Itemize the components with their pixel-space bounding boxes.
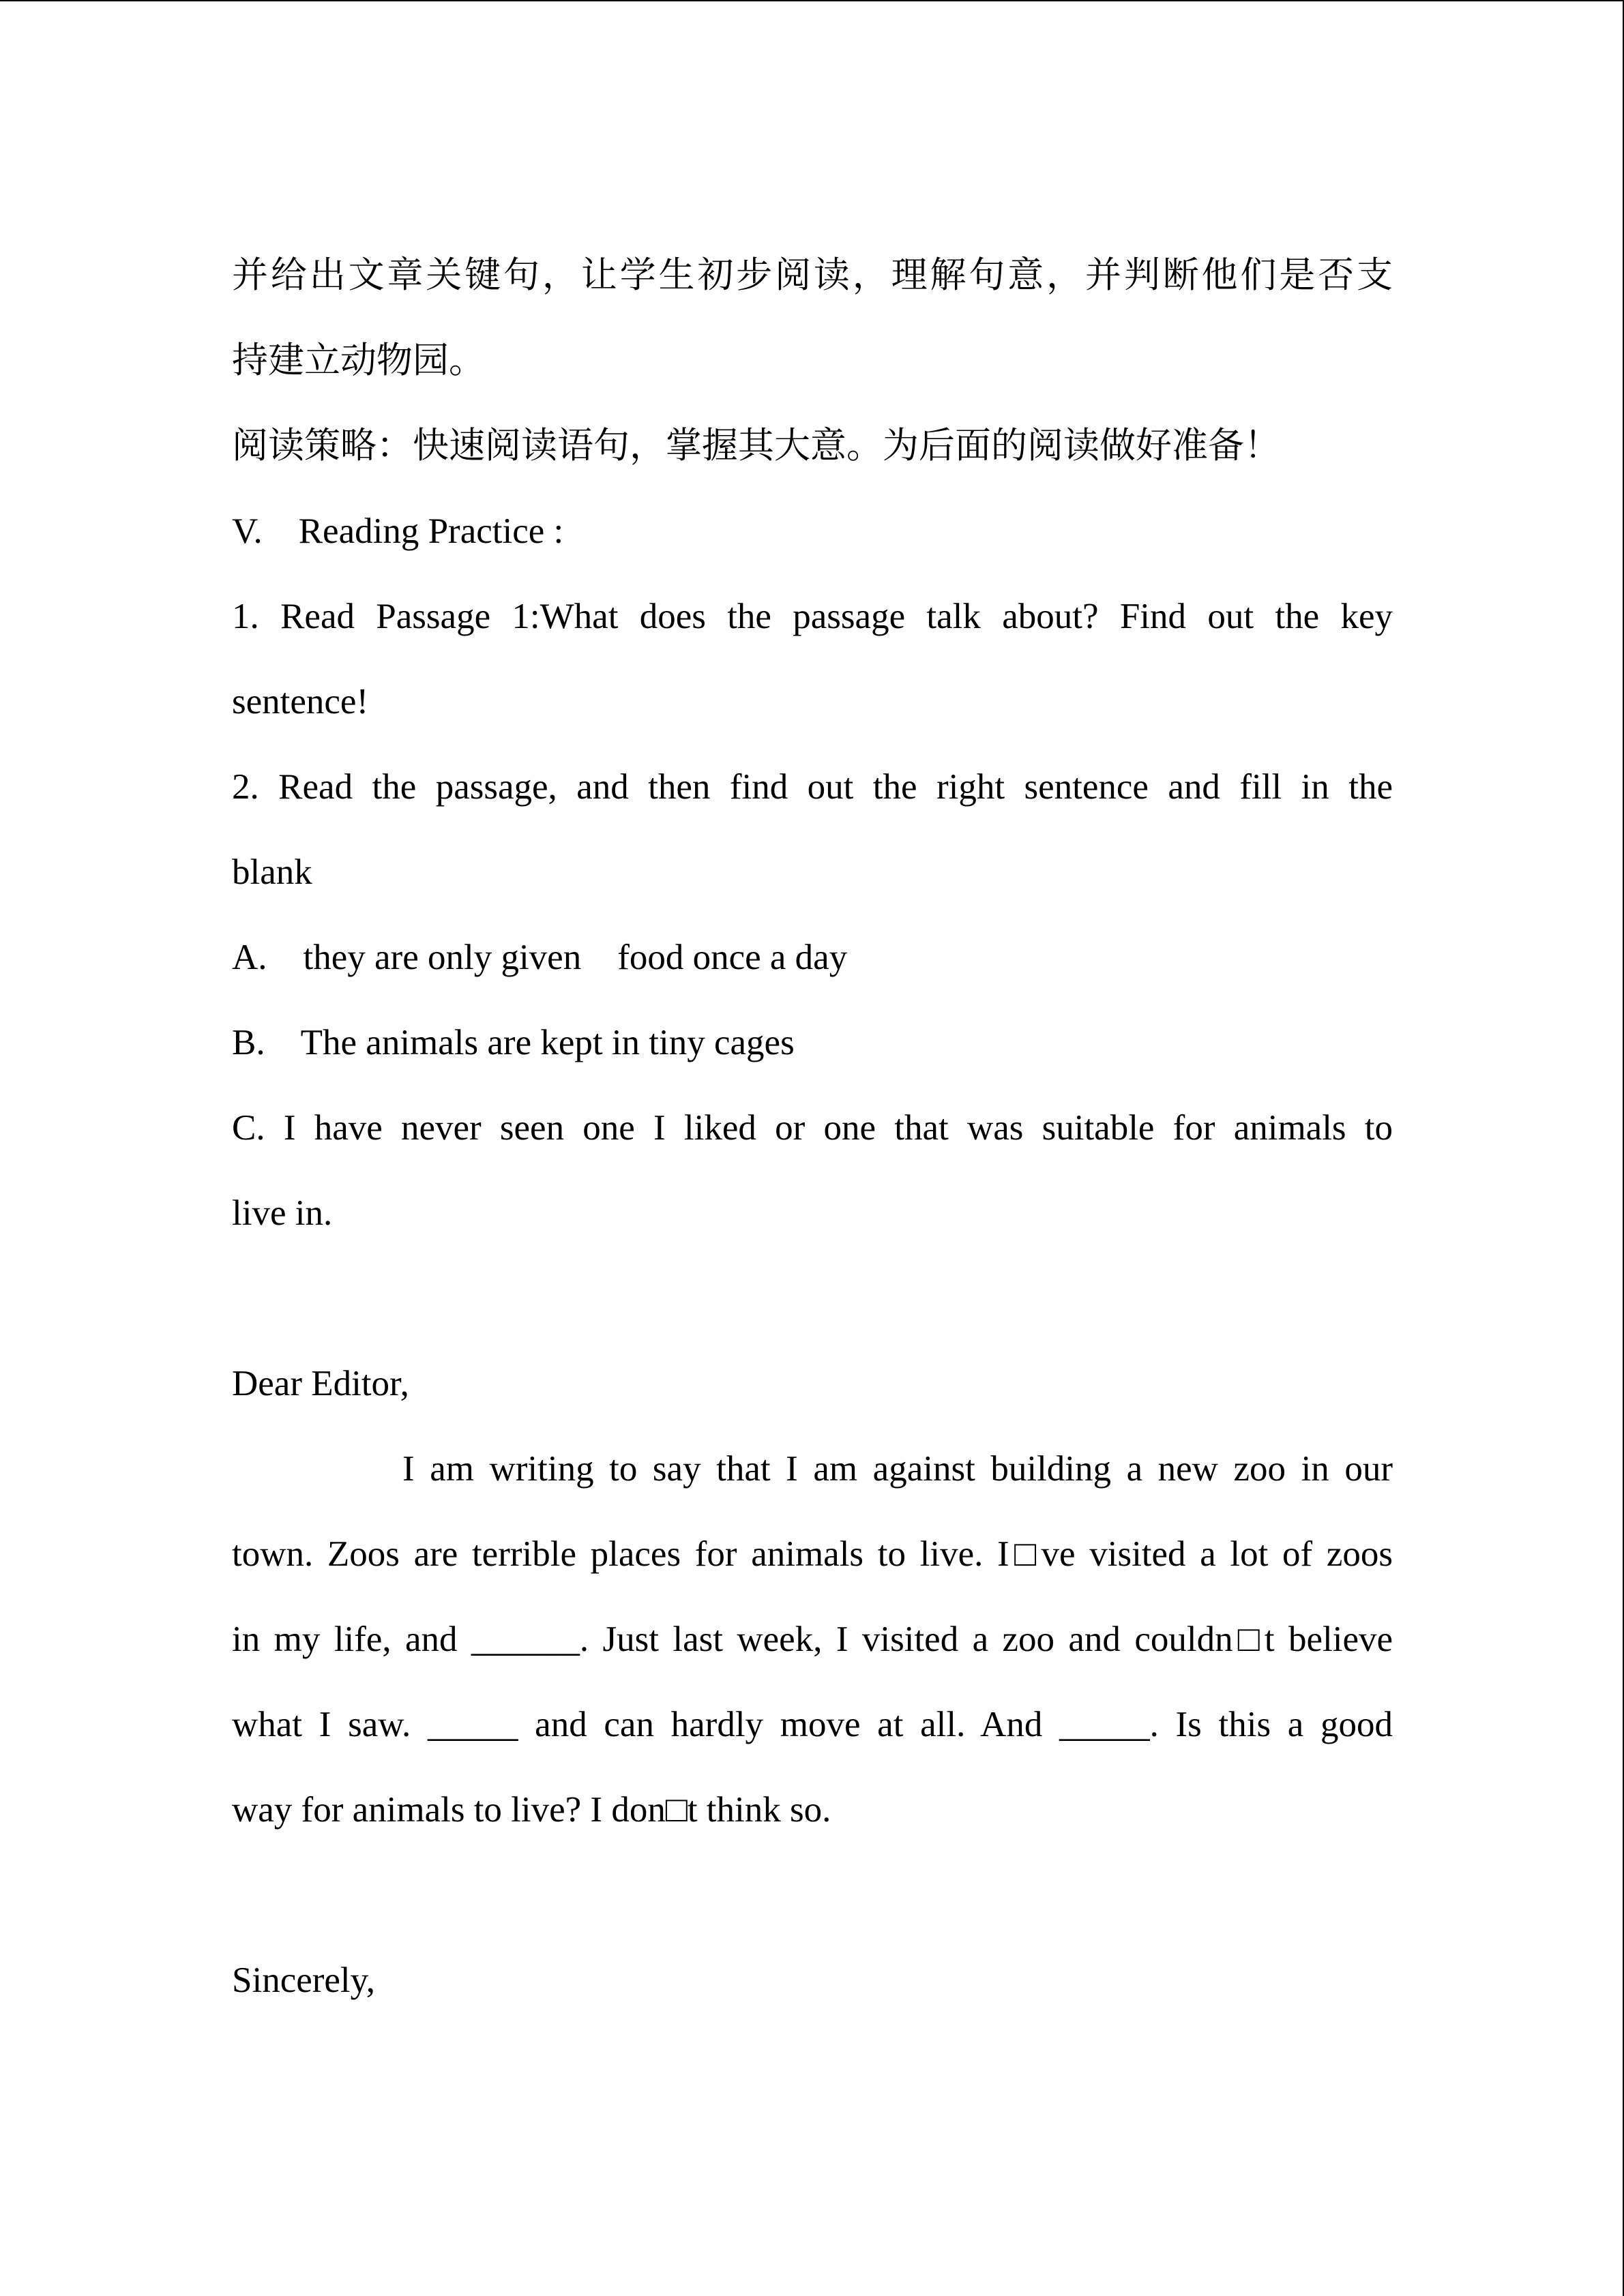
intro-line-1: 并给出文章关键句，让学生初步阅读，理解句意，并判断他们是否支 [232, 254, 1393, 296]
task1-line1: 1. Read Passage 1:What does the passage talk about? Find out the key [232, 597, 1393, 636]
option-c-line1: C. I have never seen one I liked or one that was suitable for animals to [232, 1108, 1393, 1148]
blank-spacer [232, 1272, 1393, 1358]
letter-closing: Sincerely, [232, 1960, 375, 2000]
option-a: A. they are only given food once a day [232, 938, 848, 977]
letter-body-line3: in my life, and ______. Just last week, I visited a zoo and couldn□t believe [232, 1620, 1393, 1659]
option-c-line2: live in. [232, 1193, 333, 1233]
letter-body-line1 [232, 1443, 1393, 1528]
task2-line2: blank [232, 852, 312, 892]
intro-line-2: 持建立动物园。 [232, 340, 485, 381]
blank-spacer-2 [232, 1869, 1393, 1954]
letter-body-line4: what I saw. _____ and can hardly move at all. And _____. Is this a good [232, 1705, 1393, 1744]
task1-line2: sentence! [232, 682, 369, 721]
letter-salutation: Dear Editor, [232, 1364, 409, 1403]
option-b: B. The animals are kept in tiny cages [232, 1023, 795, 1062]
document-content [232, 250, 1393, 2040]
reading-strategy-line: 阅读策略：快速阅读语句，掌握其大意。为后面的阅读做好准备！ [232, 425, 1280, 466]
task2-line1: 2. Read the passage, and then find out the right sentence and fill in the [232, 767, 1393, 807]
letter-body-line1-text: I am writing to say that I am against building a new zoo in our [402, 1449, 1393, 1489]
letter-body-line5: way for animals to live? I don□t think so. [232, 1790, 831, 1830]
letter-body-line2: town. Zoos are terrible places for animals to live. I□ve visited a lot of zoos [232, 1534, 1393, 1574]
section-heading: V. Reading Practice : [232, 511, 564, 551]
